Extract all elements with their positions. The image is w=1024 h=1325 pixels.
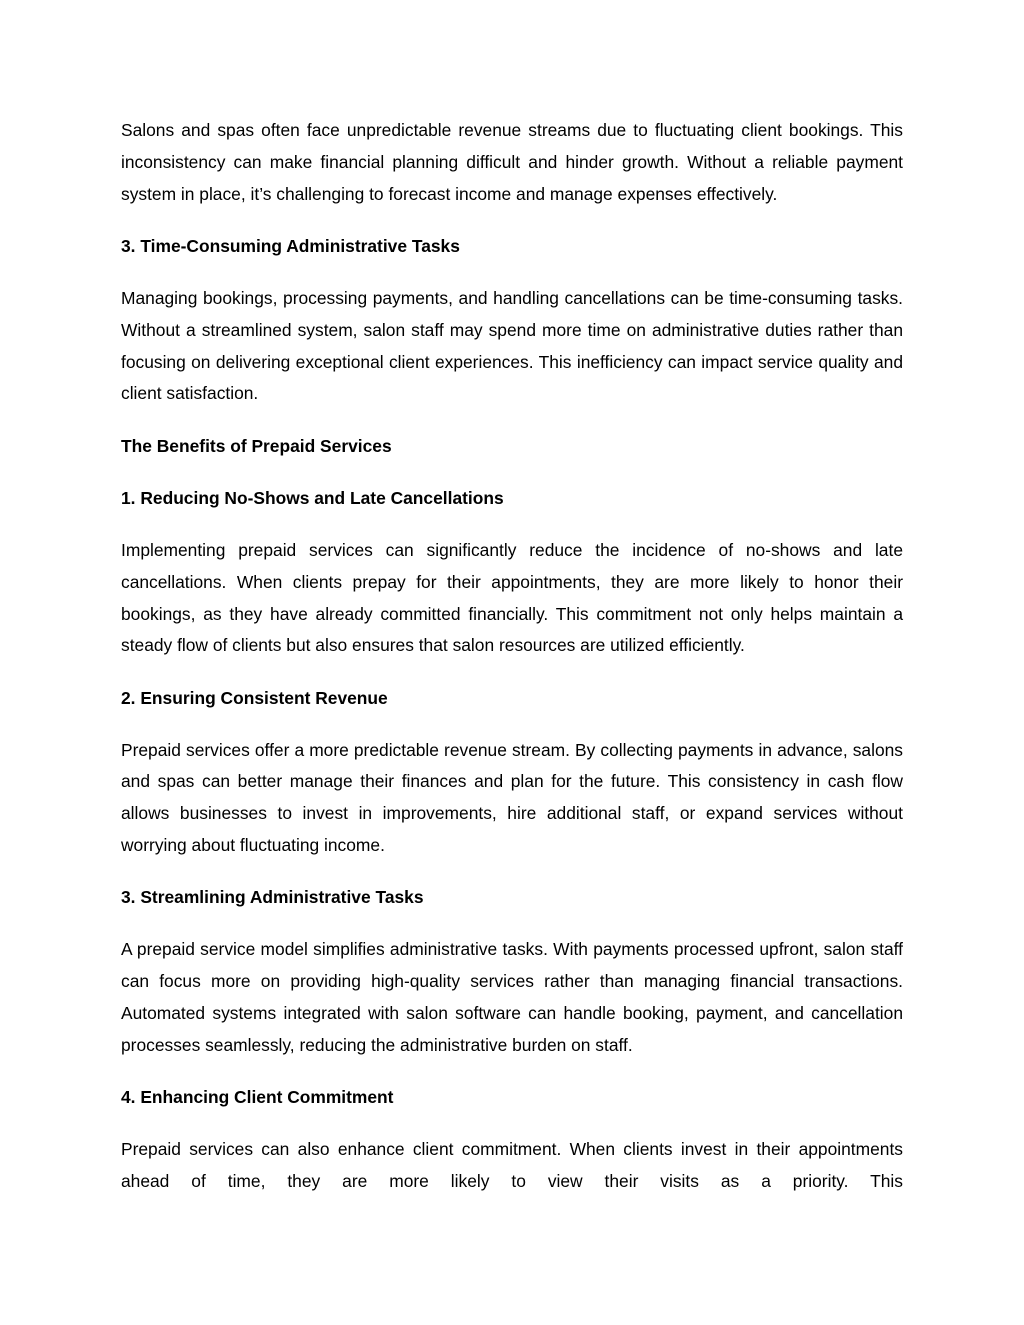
heading-consistent-revenue: 2. Ensuring Consistent Revenue [121,687,388,708]
heading-reducing-no-shows: 1. Reducing No-Shows and Late Cancellations [121,487,504,508]
document-page [121,115,903,1198]
heading-time-consuming-tasks: 3. Time-Consuming Administrative Tasks [121,235,460,256]
paragraph-administrative-tasks: Managing bookings, processing payments, and handling cancellations can be time-consuming tasks. Without a streamlined system, salon staff may spend more time on administrative duties rather than focusing on delivering exceptional client experiences. This inefficiency can impact service quality and client satisfaction. [121,287,903,404]
heading-client-commitment: 4. Enhancing Client Commitment [121,1087,394,1108]
paragraph-reducing-no-shows: Implementing prepaid services can significantly reduce the incidence of no-shows and late cancellations. When clients prepay for their appointments, they are more likely to honor their bookings, as they have already committed financially. This commitment not only helps maintain a steady flow of clients but also ensures that salon resources are utilized efficiently. [121,539,903,656]
heading-benefits-prepaid: The Benefits of Prepaid Services [121,435,392,456]
paragraph-client-commitment: Prepaid services can also enhance client commitment. When clients invest in their appointments ahead of time, they are more likely to view their visits as a priority. This [121,1139,903,1192]
paragraph-revenue-unpredictability: Salons and spas often face unpredictable revenue streams due to fluctuating client bookings. This inconsistency can make financial planning difficult and hinder growth. Without a reliable payment system in place, it’s challenging to forecast income and manage expenses effectively. [121,120,903,204]
paragraph-consistent-revenue: Prepaid services offer a more predictable revenue stream. By collecting payments in advance, salons and spas can better manage their finances and plan for the future. This consistency in cash flow allows businesses to invest in improvements, hire additional staff, or expand services without worrying about fluctuating income. [121,739,903,856]
paragraph-streamlining-tasks: A prepaid service model simplifies administrative tasks. With payments processed upfront, salon staff can focus more on providing high-quality services rather than managing financial transactions. Automated systems integrated with salon software can handle booking, payment, and cancellation processes seamlessly, reducing the administrative burden on staff. [121,939,903,1055]
heading-streamlining-tasks: 3. Streamlining Administrative Tasks [121,887,424,908]
